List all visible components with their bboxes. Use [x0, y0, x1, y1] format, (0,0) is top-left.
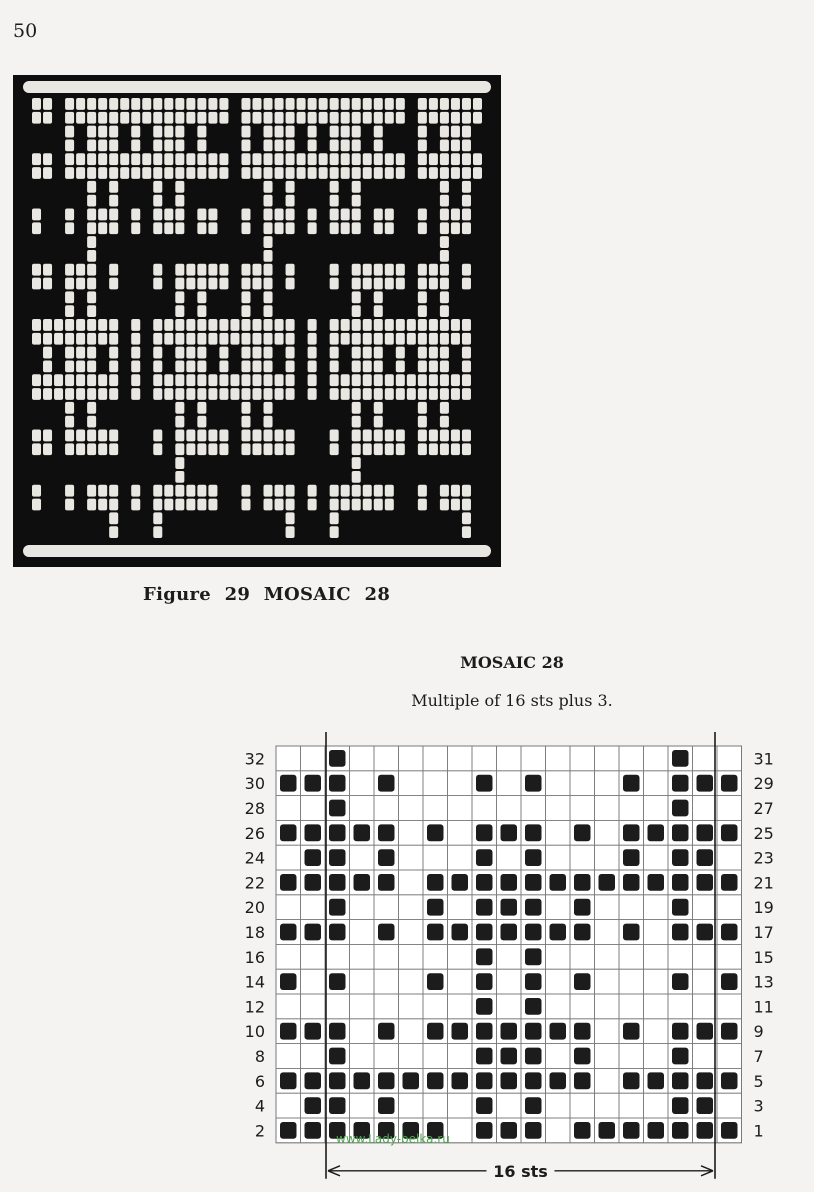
chart-cell-filled [623, 1122, 640, 1139]
chart-cell-filled [501, 1122, 518, 1139]
chart-cell-filled [329, 1023, 346, 1040]
row-label-left: 16 [244, 947, 265, 967]
chart-cell-filled [427, 874, 444, 891]
chart-cell-filled [476, 998, 493, 1015]
chart-cell-filled [476, 973, 493, 990]
row-label-right: 11 [753, 997, 774, 1017]
chart-cell-filled [501, 1048, 518, 1065]
chart-cell-filled [623, 1023, 640, 1040]
chart-title: MOSAIC 28 [460, 653, 564, 672]
chart-cell-filled [476, 924, 493, 941]
row-label-right: 9 [753, 1022, 764, 1042]
chart-cell-filled [354, 824, 371, 841]
chart-cell-filled [697, 1097, 714, 1114]
chart-cell-filled [697, 1023, 714, 1040]
chart-cell-filled [280, 1122, 297, 1139]
chart-cell-filled [672, 849, 689, 866]
chart-cell-filled [525, 998, 542, 1015]
chart-cell-filled [697, 1072, 714, 1089]
row-label-left: 20 [244, 898, 265, 918]
chart-cell-filled [599, 1122, 616, 1139]
repeat-span-label: 16 sts [493, 1161, 548, 1181]
chart-cell-filled [403, 1072, 420, 1089]
row-label-left: 28 [244, 799, 265, 818]
chart-cell-filled [672, 1097, 689, 1114]
row-label-right: 25 [753, 823, 774, 843]
row-label-left: 30 [244, 774, 265, 794]
chart-cell-filled [476, 874, 493, 891]
row-label-right: 15 [753, 947, 774, 967]
chart-cell-filled [452, 1072, 469, 1089]
chart-cell-filled [476, 775, 493, 792]
chart-cell-filled [525, 948, 542, 965]
chart-cell-filled [525, 899, 542, 916]
chart-cell-filled [305, 1072, 322, 1089]
chart-cell-filled [574, 1048, 591, 1065]
row-label-left: 24 [244, 848, 265, 868]
chart-cell-filled [672, 1048, 689, 1065]
chart-cell-filled [672, 924, 689, 941]
chart-cell-filled [329, 849, 346, 866]
row-label-left: 4 [254, 1096, 265, 1116]
row-label-right: 27 [753, 799, 774, 818]
chart-cell-filled [599, 874, 616, 891]
chart-cell-filled [623, 874, 640, 891]
row-label-left: 22 [244, 873, 265, 893]
chart-cell-filled [305, 874, 322, 891]
chart-cell-filled [623, 849, 640, 866]
row-label-right: 19 [753, 898, 774, 918]
chart-cell-filled [354, 874, 371, 891]
chart-subtitle: Multiple of 16 sts plus 3. [411, 691, 613, 710]
chart-cell-filled [525, 973, 542, 990]
chart-cell-filled [574, 973, 591, 990]
chart-cell-filled [672, 899, 689, 916]
chart-cell-filled [378, 1097, 395, 1114]
figure-caption: Figure 29 MOSAIC 28 [143, 584, 391, 605]
chart-cell-filled [721, 924, 738, 941]
chart-cell-filled [305, 1023, 322, 1040]
row-label-right: 1 [753, 1121, 764, 1141]
chart-cell-filled [574, 1072, 591, 1089]
chart-cell-filled [672, 1023, 689, 1040]
chart-cell-filled [721, 824, 738, 841]
chart-cell-filled [329, 973, 346, 990]
chart-cell-filled [378, 874, 395, 891]
chart-cell-filled [672, 1072, 689, 1089]
row-label-left: 8 [254, 1047, 265, 1066]
chart-cell-filled [305, 824, 322, 841]
chart-cell-filled [427, 924, 444, 941]
chart-cell-filled [721, 973, 738, 990]
chart-cell-filled [427, 1023, 444, 1040]
chart-cell-filled [697, 1122, 714, 1139]
chart-cell-filled [721, 874, 738, 891]
chart-cell-filled [427, 899, 444, 916]
chart-cell-filled [329, 1097, 346, 1114]
chart-cell-filled [476, 1122, 493, 1139]
chart-cell-filled [427, 1072, 444, 1089]
chart-cell-filled [280, 824, 297, 841]
chart-cell-filled [378, 849, 395, 866]
chart-cell-filled [721, 1072, 738, 1089]
row-label-left: 32 [244, 749, 265, 769]
chart-cell-filled [623, 824, 640, 841]
chart-cell-filled [476, 1097, 493, 1114]
chart-cell-filled [280, 973, 297, 990]
chart-cell-filled [476, 948, 493, 965]
chart-cell-filled [476, 1072, 493, 1089]
chart-cell-filled [574, 1122, 591, 1139]
chart-cell-filled [476, 899, 493, 916]
chart-cell-filled [501, 824, 518, 841]
row-label-left: 26 [244, 823, 265, 843]
chart-cell-filled [329, 750, 346, 767]
chart-cell-filled [525, 824, 542, 841]
chart-cell-filled [280, 1072, 297, 1089]
row-label-left: 2 [254, 1121, 265, 1141]
chart-cell-filled [501, 899, 518, 916]
chart-cell-filled [452, 874, 469, 891]
chart-cell-filled [697, 874, 714, 891]
row-label-right: 17 [753, 923, 774, 942]
chart-cell-filled [648, 824, 665, 841]
chart-cell-filled [525, 1023, 542, 1040]
chart-cell-filled [305, 1097, 322, 1114]
chart-cell-filled [550, 924, 567, 941]
chart-cell-filled [574, 1023, 591, 1040]
chart-cell-filled [721, 1122, 738, 1139]
chart-cell-filled [305, 849, 322, 866]
chart-cell-filled [697, 924, 714, 941]
row-label-left: 6 [254, 1071, 265, 1091]
chart-cell-filled [721, 775, 738, 792]
chart-cell-filled [476, 1023, 493, 1040]
chart-cell-filled [574, 899, 591, 916]
chart-cell-filled [378, 775, 395, 792]
chart-cell-filled [329, 824, 346, 841]
chart-cell-filled [697, 824, 714, 841]
chart-cell-filled [329, 800, 346, 817]
row-label-left: 14 [244, 972, 265, 992]
chart-cell-filled [280, 1023, 297, 1040]
chart-cell-filled [476, 849, 493, 866]
chart-cell-filled [574, 874, 591, 891]
chart-cell-filled [501, 874, 518, 891]
chart-cell-filled [672, 1122, 689, 1139]
chart-cell-filled [525, 775, 542, 792]
chart-cell-filled [305, 924, 322, 941]
chart-cell-filled [501, 924, 518, 941]
chart-cell-filled [623, 1072, 640, 1089]
chart-cell-filled [574, 824, 591, 841]
chart-cell-filled [452, 1023, 469, 1040]
chart-cell-filled [378, 1023, 395, 1040]
chart-cell-filled [452, 924, 469, 941]
chart-cell-filled [648, 1122, 665, 1139]
row-label-right: 21 [753, 873, 774, 893]
chart-cell-filled [525, 874, 542, 891]
chart-cell-filled [427, 824, 444, 841]
chart-cell-filled [721, 1023, 738, 1040]
row-label-right: 3 [753, 1096, 764, 1116]
chart-cell-filled [280, 874, 297, 891]
chart-cell-filled [329, 1072, 346, 1089]
watermark: www.Lady-belka.ru [336, 1132, 450, 1146]
chart-cell-filled [525, 1072, 542, 1089]
row-label-left: 12 [244, 997, 265, 1017]
chart-cell-filled [305, 775, 322, 792]
chart-cell-filled [329, 1048, 346, 1065]
chart-cell-filled [305, 1122, 322, 1139]
chart-cell-filled [280, 775, 297, 792]
chart-cell-filled [329, 874, 346, 891]
chart-cell-filled [525, 1048, 542, 1065]
chart-cell-filled [550, 1072, 567, 1089]
chart-cell-filled [525, 1097, 542, 1114]
chart-cell-filled [427, 973, 444, 990]
chart-cell-filled [378, 1072, 395, 1089]
row-label-right: 13 [753, 972, 774, 992]
row-label-right: 31 [753, 749, 774, 769]
chart-cell-filled [623, 924, 640, 941]
chart-cell-filled [672, 973, 689, 990]
chart-cell-filled [672, 824, 689, 841]
chart-cell-filled [378, 924, 395, 941]
row-label-left: 18 [244, 923, 265, 942]
chart-cell-filled [525, 849, 542, 866]
chart-cell-filled [672, 775, 689, 792]
chart-cell-filled [378, 824, 395, 841]
chart-cell-filled [623, 775, 640, 792]
chart-cell-filled [648, 1072, 665, 1089]
chart-cell-filled [672, 874, 689, 891]
chart-cell-filled [648, 874, 665, 891]
chart-cell-filled [476, 1048, 493, 1065]
chart-cell-filled [501, 1023, 518, 1040]
chart-cell-filled [280, 924, 297, 941]
chart-cell-filled [525, 924, 542, 941]
page-number: 50 [13, 20, 38, 42]
row-label-right: 7 [753, 1047, 764, 1066]
chart-cell-filled [329, 924, 346, 941]
chart-cell-filled [329, 775, 346, 792]
row-label-right: 23 [753, 848, 774, 868]
chart-cell-filled [501, 1072, 518, 1089]
chart-cell-filled [550, 874, 567, 891]
chart-cell-filled [672, 750, 689, 767]
chart-cell-filled [329, 899, 346, 916]
chart-cell-filled [525, 1122, 542, 1139]
row-label-left: 10 [244, 1022, 265, 1042]
chart-cell-filled [697, 849, 714, 866]
chart-cell-filled [672, 800, 689, 817]
chart-cell-filled [574, 924, 591, 941]
row-label-right: 5 [753, 1071, 764, 1091]
row-label-right: 29 [753, 774, 774, 794]
chart-cell-filled [476, 824, 493, 841]
chart-cell-filled [697, 775, 714, 792]
chart-cell-filled [550, 1023, 567, 1040]
chart-cell-filled [354, 1072, 371, 1089]
